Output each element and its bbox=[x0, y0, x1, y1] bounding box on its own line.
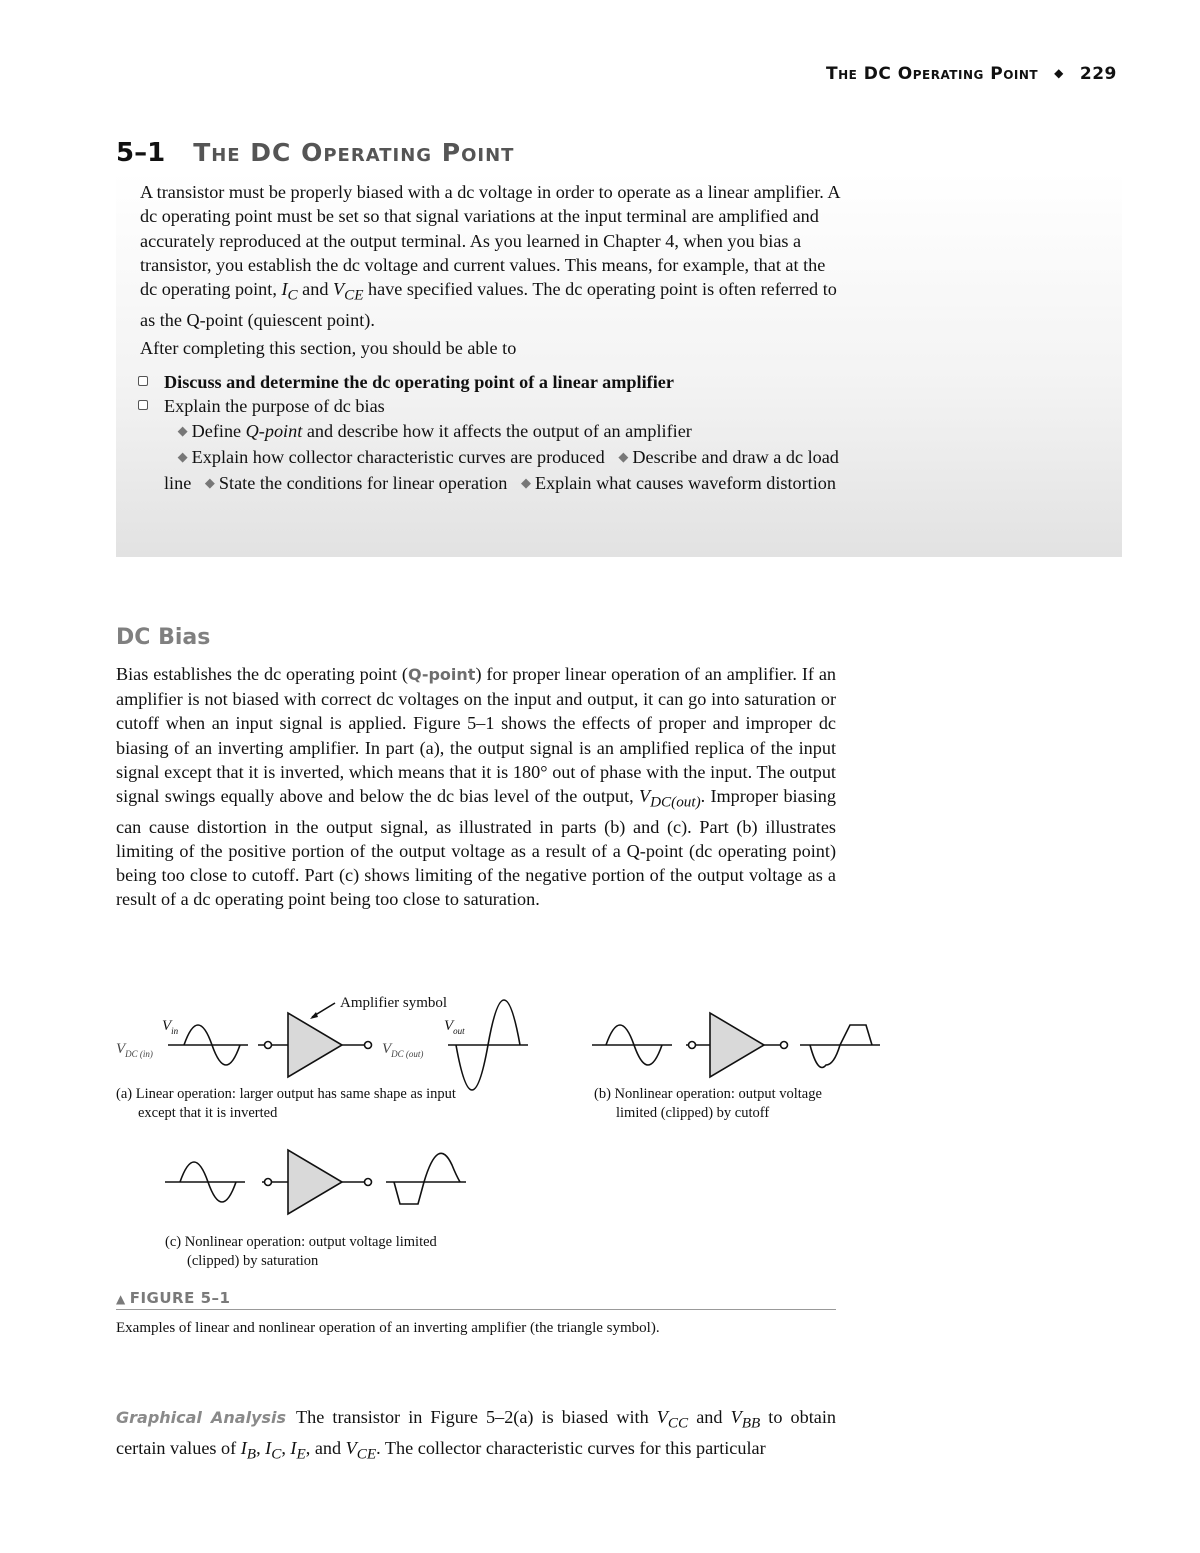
vdc-out-label: $V_{DC (out)}$ bbox=[382, 1041, 424, 1059]
diamond-bullet-icon: ◆ bbox=[520, 475, 531, 491]
section-title: The DC Operating Point bbox=[193, 138, 515, 167]
graphical-analysis-paragraph: Graphical Analysis The transistor in Figure 5–2(a) is biased with $V_{CC}$ and $V_{BB}$ to obtain certain values of $I_B$, $I_C$, $I_E$, and $V_{CE}$. The collector characteristic curves for this particular bbox=[116, 1407, 837, 1463]
square-bullet-icon bbox=[138, 376, 148, 386]
output-terminal bbox=[365, 1042, 372, 1049]
panel-b bbox=[592, 1013, 880, 1077]
objective-main-text: Explain the purpose of dc bias bbox=[164, 396, 385, 417]
figure-label: ▲ FIGURE 5–1 bbox=[116, 1289, 836, 1310]
objectives-lead-line: After completing this section, you should be able to bbox=[140, 338, 517, 358]
run-in-heading: Graphical Analysis bbox=[116, 1408, 287, 1427]
leader-arrowhead bbox=[310, 1012, 318, 1019]
figure-caption: Examples of linear and nonlinear operation of an inverting amplifier (the triangle symbol). bbox=[116, 1320, 660, 1336]
input-terminal bbox=[265, 1042, 272, 1049]
var-vce: $V_{CE}$ bbox=[332, 279, 364, 304]
clipped-output-wave bbox=[394, 1153, 460, 1204]
amplifier-symbol-label: Amplifier symbol bbox=[340, 995, 448, 1011]
panel-c bbox=[165, 1150, 466, 1214]
caption-a: (a) Linear operation: larger output has same shape as input except that it is inverted bbox=[116, 1086, 456, 1121]
var-vdc-out: $V_{DC(out)}$ bbox=[638, 786, 701, 811]
vin-label: $V_{in}$ bbox=[162, 1018, 179, 1036]
vdc-in-label: $V_{DC (in)}$ bbox=[116, 1041, 153, 1059]
diamond-bullet-icon: ◆ bbox=[177, 422, 188, 438]
dc-bias-paragraph: Bias establishes the dc operating point (Q-point) for proper linear operation of an amplifier. If an amplifier is not biased with correct dc voltages on the input and output, it can go into saturation or cutoff when an input signal is applied. Figure 5–1 shows the effects of proper and improper dc biasing of an inverting amplifier. In part (a), the output signal is an amplified replica of the input signal except that it is inverted, which means that it is 180° out of phase with the input. The output signal swings equally above and below the dc bias level of the output, $V_{DC(out)}$. Improper biasing can cause distortion in the output signal, as illustrated in parts (b) and (c). Part (b) illustrates limiting of the positive portion of the output voltage as a result of a Q-point (dc operating point) being too close to cutoff. Part (c) shows limiting of the negative portion of the output voltage as a result of a dc operating point being too close to saturation. bbox=[116, 664, 836, 910]
triangle-marker-icon: ▲ bbox=[116, 1292, 126, 1306]
objective-item bbox=[138, 370, 848, 394]
objectives-intro-paragraph bbox=[140, 180, 840, 332]
section-heading bbox=[116, 138, 1122, 175]
vout-label: $V_{out}$ bbox=[444, 1018, 465, 1036]
objectives-list bbox=[138, 370, 848, 497]
intro-text-2: and bbox=[297, 279, 333, 300]
caption-c: (c) Nonlinear operation: output voltage limited (clipped) by saturation bbox=[165, 1234, 437, 1269]
intro-text-1: A transistor must be properly biased with a dc voltage in order to operate as a linear amplifier. A dc operating point must be set so that signal variations at the input terminal are amplified and accurately reproduced at the output terminal. As you learned in Chapter 4, when you bias a transistor, you establish the dc voltage and current values. This means, for example, that at the dc operating point, bbox=[140, 182, 840, 300]
section-objectives-box bbox=[116, 172, 1122, 557]
var-ic: $I_C$ bbox=[281, 279, 298, 304]
diamond-separator-icon: ◆ bbox=[1054, 66, 1064, 80]
keyword-q-point: Q-point bbox=[407, 665, 476, 684]
amplifier-triangle bbox=[288, 1013, 342, 1077]
objective-subitem-group: ◆ Explain how collector characteristic curves are produced ◆ Describe and draw a dc load line ◆ State the conditions for linear operation ◆ Explain what causes waveform distortion bbox=[164, 446, 839, 494]
running-head-title: The DC Operating Point bbox=[826, 64, 1039, 84]
diamond-bullet-icon: ◆ bbox=[204, 475, 215, 491]
clipped-output-wave bbox=[810, 1025, 872, 1068]
page-number: 229 bbox=[1079, 64, 1117, 84]
caption-b: (b) Nonlinear operation: output voltage limited (clipped) by cutoff bbox=[594, 1086, 822, 1121]
subsection-heading: DC Bias bbox=[116, 625, 211, 650]
diamond-bullet-icon: ◆ bbox=[618, 448, 629, 464]
objective-subitems bbox=[138, 419, 848, 498]
panel-a bbox=[168, 1000, 528, 1090]
intro-text-3: have specified values. The dc operating point is often referred to as the Q-point (quiescent point). bbox=[140, 279, 837, 331]
objective-main-text: Discuss and determine the dc operating point of a linear amplifier bbox=[164, 372, 674, 392]
section-number: 5–1 bbox=[116, 138, 166, 168]
objective-item bbox=[138, 394, 848, 418]
diamond-bullet-icon: ◆ bbox=[177, 448, 188, 464]
amplifier-triangle bbox=[288, 1150, 342, 1214]
amplifier-triangle bbox=[710, 1013, 764, 1077]
running-head bbox=[826, 64, 1126, 84]
objective-subitem: ◆ Define Q-point and describe how it affects the output of an amplifier bbox=[177, 420, 692, 441]
square-bullet-icon bbox=[138, 400, 148, 410]
